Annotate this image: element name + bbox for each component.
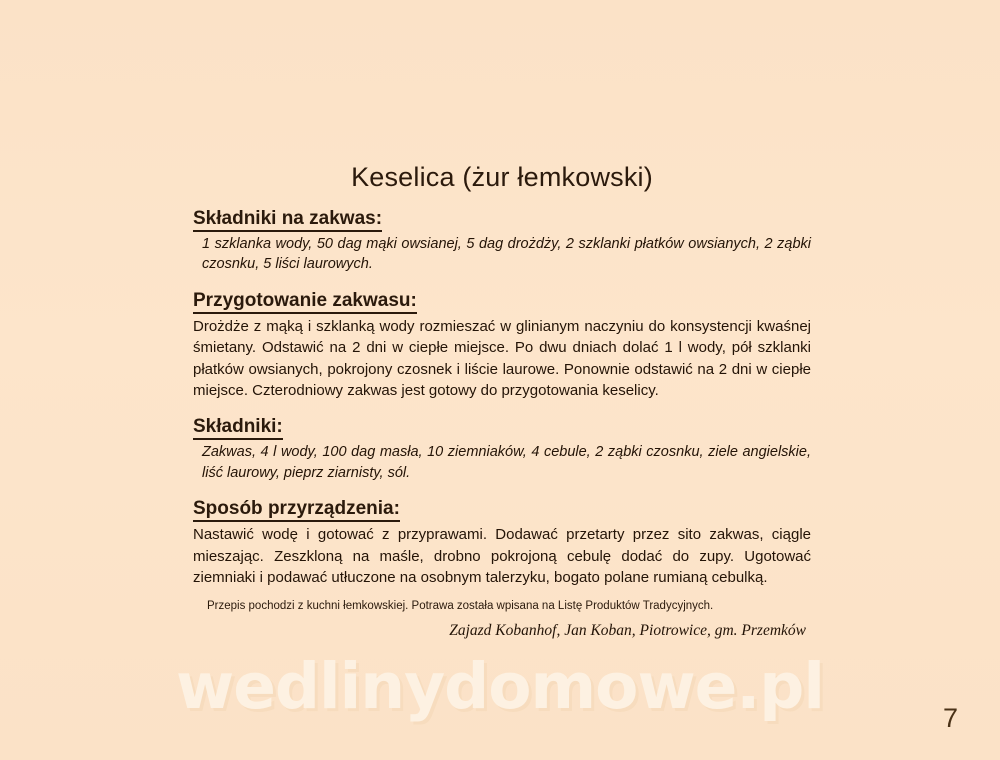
section-heading-method (193, 497, 811, 521)
section-heading-ingredients (193, 415, 811, 439)
recipe-content (193, 162, 811, 641)
section-heading-ingredients-text: Składniki: (193, 416, 283, 440)
section-heading-starter-preparation (193, 289, 811, 313)
section-heading-starter-ingredients (193, 207, 811, 231)
section-heading-method-text: Sposób przyrządzenia: (193, 498, 400, 522)
section-body-starter-preparation: Drożdże z mąką i szklanką wody rozmieszać w glinianym naczyniu do konsystencji kwaśnej śmietany. Odstawić na 2 dni w ciepłe miejsce. Po dwu dniach dolać 1 l wody, pół szklanki płatków owsianych, pokrojony czosnek i liście laurowe. Ponownie odstawić na 2 dni w ciepłe miejsce. Czterodniowy zakwas jest gotowy do przygotowania keselicy. (193, 317, 811, 400)
page-number: 7 (942, 703, 958, 733)
section-heading-starter-preparation-text: Przygotowanie zakwasu: (193, 290, 417, 314)
recipe-title: Keselica (żur łemkowski) (351, 162, 653, 192)
section-body-method: Nastawić wodę i gotować z przyprawami. Dodawać przetarty przez sito zakwas, ciągle mieszając. Zeszkloną na maśle, drobno pokrojoną cebulę dodać do zupy. Ugotować ziemniaki i podawać utłuczone na osobnym talerzyku, bogato polane rumianą cebulką. (193, 526, 811, 586)
site-watermark: wedlinydomowe.pl (176, 650, 824, 723)
recipe-origin-note: Przepis pochodzi z kuchni łemkowskiej. Potrawa została wpisana na Listę Produktów Tradycyjnych. (207, 600, 714, 613)
section-body-starter-ingredients: 1 szklanka wody, 50 dag mąki owsianej, 5 dag drożdży, 2 szklanki płatków owsianych, 2 ząbki czosnku, 5 liści laurowych. (202, 235, 811, 273)
recipe-attribution: Zajazd Kobanhof, Jan Koban, Piotrowice, gm. Przemków (449, 621, 806, 639)
section-body-ingredients: Zakwas, 4 l wody, 100 dag masła, 10 ziemniaków, 4 cebule, 2 ząbki czosnku, ziele angielskie, liść laurowy, pieprz ziarnisty, sól. (202, 444, 811, 481)
section-heading-starter-ingredients-text: Składniki na zakwas: (193, 208, 382, 232)
